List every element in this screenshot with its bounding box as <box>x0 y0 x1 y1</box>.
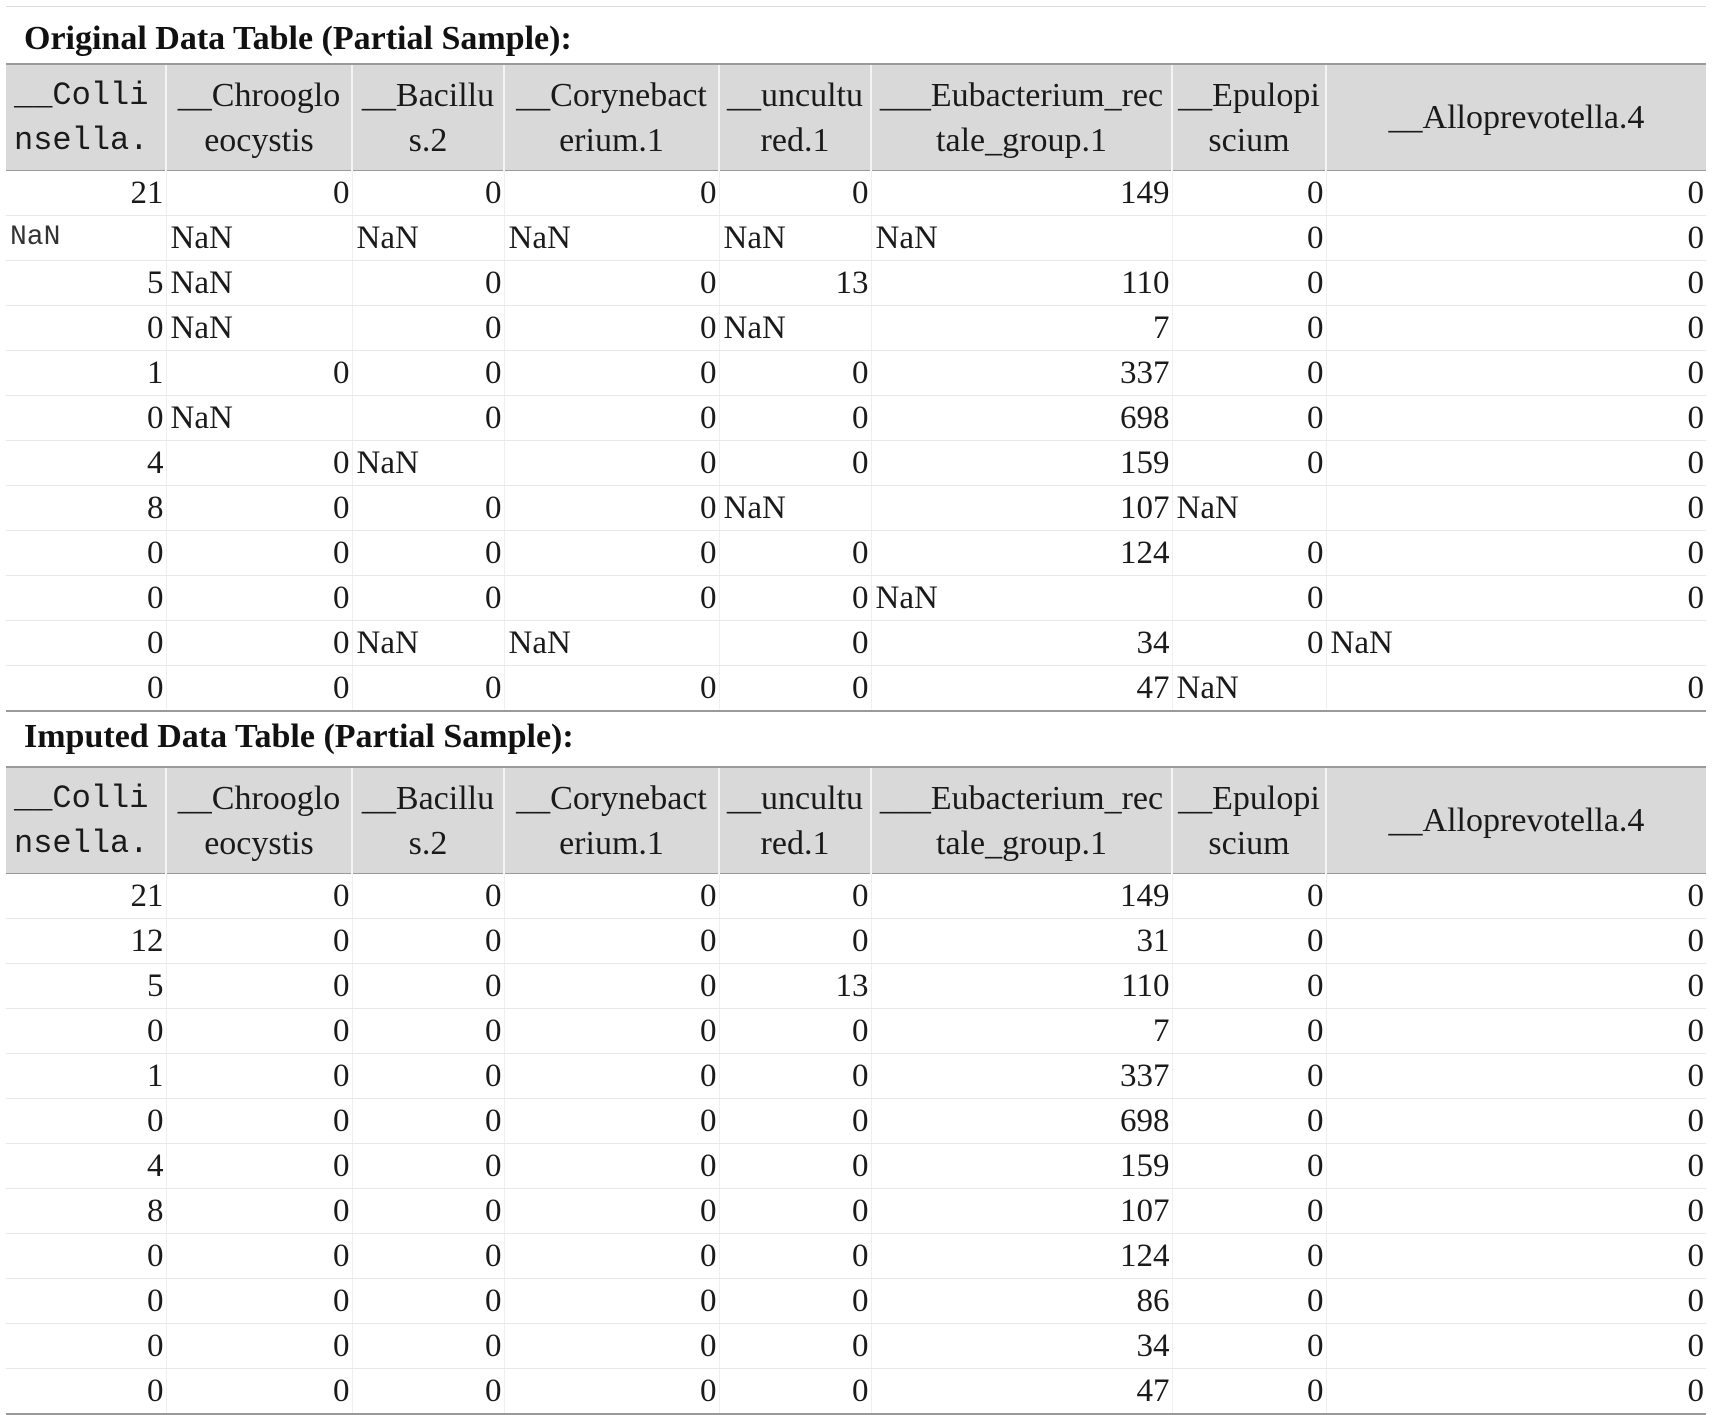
table-cell: 0 <box>1172 216 1326 261</box>
table-cell: 0 <box>6 666 166 712</box>
table-cell: 0 <box>504 171 719 216</box>
table-cell: NaN <box>166 261 352 306</box>
header-row <box>6 767 1706 874</box>
table-cell: 0 <box>719 1234 871 1279</box>
table-cell: 0 <box>166 531 352 576</box>
table-row <box>6 306 1706 351</box>
table-cell: 0 <box>166 1054 352 1099</box>
table-cell: NaN <box>352 216 504 261</box>
column-header: __Chroogloeocystis <box>166 64 352 171</box>
table-cell: 0 <box>1326 576 1706 621</box>
table-cell: 0 <box>504 1234 719 1279</box>
table-cell: 0 <box>1326 351 1706 396</box>
table-cell: NaN <box>166 396 352 441</box>
table-cell: 4 <box>6 441 166 486</box>
table-cell: 0 <box>504 1369 719 1415</box>
table-cell: 0 <box>1172 261 1326 306</box>
table-cell: 0 <box>1172 1054 1326 1099</box>
column-header: __Epulopiscium <box>1172 767 1326 874</box>
table-cell: 47 <box>871 666 1172 712</box>
table-cell: 0 <box>166 621 352 666</box>
table-cell: NaN <box>871 216 1172 261</box>
table-cell: 31 <box>871 919 1172 964</box>
imputed-table-title: Imputed Data Table (Partial Sample): <box>24 718 574 755</box>
table-cell: 698 <box>871 1099 1172 1144</box>
table-cell: 0 <box>352 964 504 1009</box>
table-cell: 0 <box>1326 306 1706 351</box>
table-cell: 0 <box>1172 1234 1326 1279</box>
table-row <box>6 919 1706 964</box>
table-cell: 107 <box>871 486 1172 531</box>
table-row <box>6 261 1706 306</box>
table-cell: 0 <box>352 919 504 964</box>
table-cell: 0 <box>1172 1324 1326 1369</box>
column-header: __Bacillus.2 <box>352 64 504 171</box>
table-cell: 0 <box>1172 171 1326 216</box>
table-cell: 0 <box>1172 351 1326 396</box>
table-cell: 21 <box>6 171 166 216</box>
column-header: __Collinsella. <box>6 64 166 171</box>
table-row <box>6 874 1706 919</box>
table-cell: 149 <box>871 171 1172 216</box>
table-cell: 0 <box>166 351 352 396</box>
table-row <box>6 1189 1706 1234</box>
table-row <box>6 486 1706 531</box>
table-cell: 159 <box>871 441 1172 486</box>
table-cell: 0 <box>6 1099 166 1144</box>
table-cell: 0 <box>504 1279 719 1324</box>
table-cell: 0 <box>1172 531 1326 576</box>
table-row <box>6 1369 1706 1415</box>
table-cell: 0 <box>1326 396 1706 441</box>
column-header: __Alloprevotella.4 <box>1326 767 1706 874</box>
table-cell: NaN <box>166 306 352 351</box>
table-cell: 0 <box>166 1369 352 1415</box>
table-cell: 0 <box>352 874 504 919</box>
table-cell: 0 <box>166 919 352 964</box>
table-cell: 0 <box>719 1099 871 1144</box>
table-cell: 0 <box>352 576 504 621</box>
table-cell: 12 <box>6 919 166 964</box>
table-cell: 0 <box>504 396 719 441</box>
table-cell: 0 <box>1326 171 1706 216</box>
column-header: __Chroogloeocystis <box>166 767 352 874</box>
table-cell: 8 <box>6 486 166 531</box>
table-cell: 0 <box>719 576 871 621</box>
table-cell: 0 <box>504 306 719 351</box>
table-cell: 5 <box>6 964 166 1009</box>
column-header: __Epulopiscium <box>1172 64 1326 171</box>
table-cell: 0 <box>504 1189 719 1234</box>
table-cell: 337 <box>871 351 1172 396</box>
table-cell: 0 <box>719 1279 871 1324</box>
table-row <box>6 171 1706 216</box>
table-cell: 0 <box>166 964 352 1009</box>
table-cell: 0 <box>1172 576 1326 621</box>
table-cell: 1 <box>6 351 166 396</box>
table-cell: 0 <box>166 486 352 531</box>
table-cell: 0 <box>1326 1189 1706 1234</box>
table-cell: 0 <box>1326 261 1706 306</box>
table-cell: 124 <box>871 531 1172 576</box>
table-cell: 0 <box>719 1369 871 1415</box>
column-header: __Collinsella. <box>6 767 166 874</box>
table-cell: 337 <box>871 1054 1172 1099</box>
table-cell: 0 <box>1326 1234 1706 1279</box>
table-cell: 0 <box>1172 1369 1326 1415</box>
table-cell: 0 <box>504 666 719 712</box>
table-cell: 149 <box>871 874 1172 919</box>
table-cell: 159 <box>871 1144 1172 1189</box>
table-cell: 0 <box>719 666 871 712</box>
table-cell: 0 <box>6 1009 166 1054</box>
table-cell: 0 <box>504 441 719 486</box>
table-cell: 0 <box>352 1369 504 1415</box>
table-cell: 0 <box>166 1189 352 1234</box>
table-cell: 0 <box>6 576 166 621</box>
table-cell: 21 <box>6 874 166 919</box>
table-row <box>6 1324 1706 1369</box>
table-row <box>6 1279 1706 1324</box>
table-cell: NaN <box>504 621 719 666</box>
table-cell: 0 <box>504 1144 719 1189</box>
table-cell: 0 <box>352 1099 504 1144</box>
table-cell: 0 <box>6 1369 166 1415</box>
table-cell: NaN <box>1326 621 1706 666</box>
table-cell: 8 <box>6 1189 166 1234</box>
column-header: ___Eubacterium_rectale_group.1 <box>871 64 1172 171</box>
table-cell: 0 <box>504 964 719 1009</box>
table-cell: NaN <box>1172 666 1326 712</box>
table-cell: 110 <box>871 964 1172 1009</box>
table-cell: NaN <box>352 441 504 486</box>
table-cell: 124 <box>871 1234 1172 1279</box>
table-cell: 0 <box>352 261 504 306</box>
table-cell: 0 <box>352 666 504 712</box>
table-cell: 0 <box>352 1324 504 1369</box>
table-row <box>6 666 1706 712</box>
table-cell: 0 <box>504 351 719 396</box>
table-cell: 0 <box>166 874 352 919</box>
table-cell: 0 <box>1172 919 1326 964</box>
column-header: __Alloprevotella.4 <box>1326 64 1706 171</box>
column-header: __Corynebacterium.1 <box>504 767 719 874</box>
table-cell: 0 <box>166 666 352 712</box>
table-cell: 0 <box>166 1144 352 1189</box>
table-cell: 0 <box>1326 919 1706 964</box>
table-cell: 0 <box>1326 964 1706 1009</box>
table-cell: 0 <box>166 1324 352 1369</box>
table-cell: NaN <box>871 576 1172 621</box>
imputed-data-table <box>6 766 1706 1415</box>
table-cell: 0 <box>166 1009 352 1054</box>
table-cell: 0 <box>6 1324 166 1369</box>
table-cell: 0 <box>719 1144 871 1189</box>
table-cell: 0 <box>352 1009 504 1054</box>
table-cell: 0 <box>352 1189 504 1234</box>
table-cell: 7 <box>871 306 1172 351</box>
table-cell: 0 <box>6 1234 166 1279</box>
table-cell: 0 <box>719 441 871 486</box>
table-row <box>6 1099 1706 1144</box>
table-cell: 0 <box>719 531 871 576</box>
table-cell: 0 <box>1326 1369 1706 1415</box>
table-cell: 0 <box>504 1099 719 1144</box>
table-cell: 0 <box>166 1279 352 1324</box>
table-cell: 0 <box>719 1324 871 1369</box>
table-cell: 0 <box>1172 964 1326 1009</box>
table-cell: 0 <box>719 396 871 441</box>
table-cell: 1 <box>6 1054 166 1099</box>
table-row <box>6 621 1706 666</box>
table-cell: 0 <box>1326 531 1706 576</box>
table-cell: 0 <box>166 1099 352 1144</box>
table-row <box>6 576 1706 621</box>
table-cell: 0 <box>504 1324 719 1369</box>
table-cell: 47 <box>871 1369 1172 1415</box>
table-cell: 0 <box>6 531 166 576</box>
table-cell: 5 <box>6 261 166 306</box>
table-cell: 0 <box>352 306 504 351</box>
table-cell: 0 <box>6 621 166 666</box>
table-cell: 34 <box>871 621 1172 666</box>
table-cell: 0 <box>719 621 871 666</box>
table-cell: 0 <box>1326 1099 1706 1144</box>
table-cell: 34 <box>871 1324 1172 1369</box>
table-cell: 0 <box>1326 441 1706 486</box>
table-cell: 0 <box>719 1054 871 1099</box>
table-row <box>6 1054 1706 1099</box>
table-cell: 0 <box>166 171 352 216</box>
table-cell: 0 <box>1326 1324 1706 1369</box>
table-cell: NaN <box>6 216 166 261</box>
table-cell: 0 <box>1326 486 1706 531</box>
table-cell: 0 <box>352 486 504 531</box>
top-divider <box>6 6 1706 7</box>
table-cell: 0 <box>352 1054 504 1099</box>
table-cell: 7 <box>871 1009 1172 1054</box>
column-header: __uncultured.1 <box>719 767 871 874</box>
column-header: ___Eubacterium_rectale_group.1 <box>871 767 1172 874</box>
table-cell: 107 <box>871 1189 1172 1234</box>
table-cell: 0 <box>352 1234 504 1279</box>
table-cell: 0 <box>1172 1099 1326 1144</box>
table-cell: 86 <box>871 1279 1172 1324</box>
table-cell: 0 <box>1172 441 1326 486</box>
table-cell: 0 <box>504 531 719 576</box>
table-row <box>6 1234 1706 1279</box>
table-cell: 0 <box>504 1054 719 1099</box>
table-cell: 0 <box>1326 1009 1706 1054</box>
table-cell: 0 <box>6 306 166 351</box>
table-cell: 0 <box>719 171 871 216</box>
table-cell: 0 <box>1326 1144 1706 1189</box>
original-data-table <box>6 63 1706 712</box>
table-cell: 110 <box>871 261 1172 306</box>
table-cell: 0 <box>166 576 352 621</box>
table-cell: NaN <box>1172 486 1326 531</box>
table-cell: 0 <box>6 1279 166 1324</box>
table-cell: 0 <box>166 1234 352 1279</box>
column-header: __uncultured.1 <box>719 64 871 171</box>
table-row <box>6 351 1706 396</box>
table-cell: 13 <box>719 261 871 306</box>
table-cell: 0 <box>1326 216 1706 261</box>
table-cell: NaN <box>352 621 504 666</box>
header-row <box>6 64 1706 171</box>
table-cell: 0 <box>504 874 719 919</box>
table-cell: 0 <box>504 1009 719 1054</box>
table-cell: 0 <box>6 396 166 441</box>
table-cell: 4 <box>6 1144 166 1189</box>
table-row <box>6 531 1706 576</box>
table-cell: 0 <box>352 531 504 576</box>
table-row <box>6 396 1706 441</box>
table-cell: 0 <box>352 1279 504 1324</box>
table-cell: 0 <box>504 486 719 531</box>
column-header: __Bacillus.2 <box>352 767 504 874</box>
table-cell: 0 <box>719 919 871 964</box>
table-cell: 0 <box>352 396 504 441</box>
table-cell: 0 <box>1172 1189 1326 1234</box>
table-cell: 0 <box>166 441 352 486</box>
table-cell: NaN <box>166 216 352 261</box>
table-cell: 0 <box>1172 1144 1326 1189</box>
table-cell: 0 <box>504 261 719 306</box>
table-cell: 0 <box>1172 306 1326 351</box>
table-row <box>6 216 1706 261</box>
table-cell: NaN <box>719 306 871 351</box>
table-cell: 0 <box>1326 1279 1706 1324</box>
table-row <box>6 441 1706 486</box>
table-cell: NaN <box>719 486 871 531</box>
table-cell: 13 <box>719 964 871 1009</box>
table-cell: 0 <box>1172 396 1326 441</box>
table-cell: 0 <box>352 171 504 216</box>
original-table-title: Original Data Table (Partial Sample): <box>24 20 572 57</box>
table-cell: 0 <box>1172 621 1326 666</box>
table-cell: 0 <box>504 919 719 964</box>
table-row <box>6 1144 1706 1189</box>
table-cell: 0 <box>352 1144 504 1189</box>
table-cell: NaN <box>504 216 719 261</box>
table-cell: 0 <box>1326 1054 1706 1099</box>
table-cell: 0 <box>719 874 871 919</box>
table-cell: 0 <box>719 1009 871 1054</box>
table-cell: 0 <box>719 351 871 396</box>
table-cell: 0 <box>1172 874 1326 919</box>
table-row <box>6 1009 1706 1054</box>
table-cell: 0 <box>719 1189 871 1234</box>
table-cell: 0 <box>352 351 504 396</box>
table-cell: 0 <box>504 576 719 621</box>
table-row <box>6 964 1706 1009</box>
table-cell: 0 <box>1172 1279 1326 1324</box>
table-cell: 0 <box>1326 874 1706 919</box>
table-cell: 0 <box>1172 1009 1326 1054</box>
table-cell: 698 <box>871 396 1172 441</box>
table-cell: 0 <box>1326 666 1706 712</box>
column-header: __Corynebacterium.1 <box>504 64 719 171</box>
table-cell: NaN <box>719 216 871 261</box>
